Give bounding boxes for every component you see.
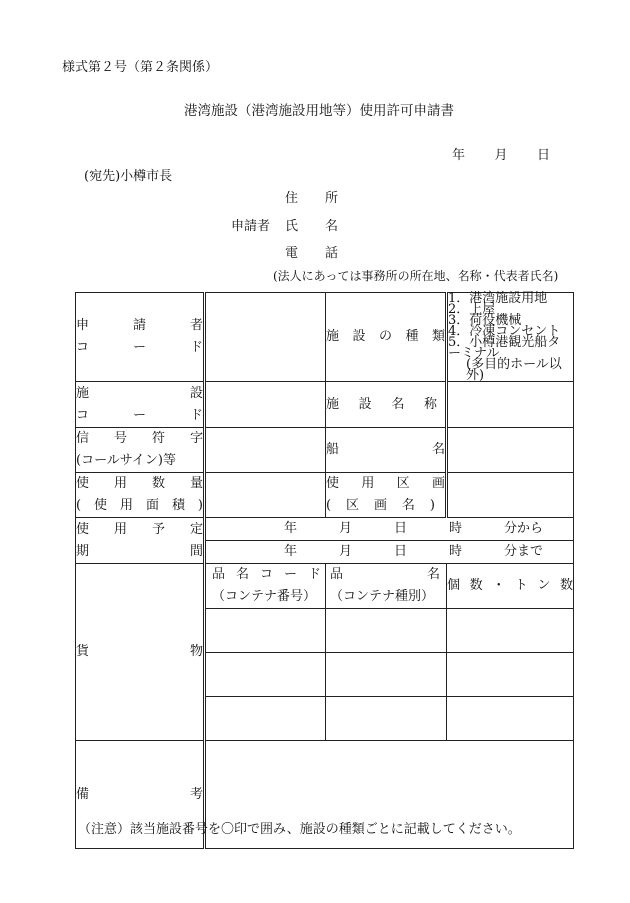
label-char: 日 [393,521,407,536]
address-label [285,191,338,207]
year-unit: 年 [452,148,466,163]
usage-zone-input[interactable] [447,473,574,518]
label-char: 申 [76,318,90,333]
label-char: 数 [151,476,165,491]
form-number: 様式第２号（第２条関係） [62,60,219,75]
label-char: 区 [396,476,410,491]
usage-area-label [76,473,205,518]
label-char: 数 [559,578,573,593]
addressee: (宛先)小樽市長 [84,169,173,184]
quantity-input[interactable] [447,697,574,741]
label-char: 名 [401,498,415,513]
label-char: 物 [189,644,203,659]
label-char: 月 [338,521,352,536]
label-char: 積 [171,498,185,513]
phone-char: 電 [285,246,299,261]
item-code-input[interactable] [205,697,326,741]
label-char: 年 [284,544,298,559]
label-char: 用 [361,476,375,491]
label-char: 時 [448,544,462,559]
label-char: 施 [76,385,90,401]
facility-code-row [76,382,574,428]
item-code-header [205,564,326,609]
label-char: 面 [145,498,159,513]
label-char: 名 [431,442,445,457]
label-char: 使 [76,521,90,537]
label-char: 名 [235,567,249,582]
footer-note: （注意）該当施設番号を〇印で囲み、施設の種類ごとに記載してください。 [78,822,521,837]
applicant-code-input[interactable] [205,293,326,382]
address-char: 所 [324,191,338,206]
facility-name-input[interactable] [447,382,574,428]
applicant-code-label [76,293,205,382]
label-char: 名 [391,396,405,412]
label-char: ン [537,578,551,593]
label-char: 定 [189,521,203,537]
label-char: 分から [503,521,543,536]
label-char: （コンテナ種別） [330,589,435,604]
usage-area-row [76,473,574,518]
document-title: 港湾施設（港湾施設用地等）使用許可申請書 [184,103,454,119]
label-char: 月 [338,544,352,559]
label-char: 設 [189,385,203,401]
applicant-label: 申請者 [231,219,271,234]
usage-area-input[interactable] [205,473,326,518]
label-char: ー [283,567,297,582]
label-char: （コンテナ番号） [212,589,317,604]
label-char: 使 [94,498,108,513]
label-char: 分まで [503,544,543,559]
label-char: 信 [76,431,90,446]
label-char: 設 [352,329,366,344]
phone-char: 話 [324,246,338,261]
item-name-input[interactable] [326,697,447,741]
cargo-label [76,564,205,741]
label-char: 使 [76,476,90,491]
label-char: コ [259,567,273,582]
label-char: 備 [76,786,90,802]
label-char: 符 [151,431,165,446]
label-char: 期 [76,543,90,559]
corporate-note: (法人にあっては事務所の所在地、名称・代表者氏名) [273,269,559,283]
label-char: (コールサイン)等 [76,453,176,468]
label-char: 数 [469,578,483,593]
schedule-to-input[interactable] [205,541,574,564]
address-char: 住 [285,191,299,206]
date-line [452,148,550,164]
label-char: ー [132,340,146,355]
cargo-header-row [76,564,574,609]
label-char: ( [76,498,82,513]
schedule-from-row [76,518,574,541]
facility-option: (多目的ホール以外) [466,357,562,383]
label-char: ) [197,498,203,513]
label-char: 量 [189,476,203,491]
day-unit: 日 [536,148,550,163]
name-char: 名 [324,219,338,234]
phone-label [285,246,338,262]
item-name-header [326,564,447,609]
label-char: 予 [151,521,165,537]
item-code-input[interactable] [205,609,326,653]
label-char: ト [514,578,528,593]
label-char: 用 [113,476,127,491]
name-label [285,219,338,235]
label-char: 施 [326,329,340,344]
label-char: 名 [426,567,440,582]
quantity-header [447,564,574,609]
call-sign-row [76,428,574,473]
facility-code-input[interactable] [205,382,326,428]
label-char: 貨 [76,644,90,659]
label-char: 品 [330,567,344,582]
facility-name-label [326,382,447,428]
applicant-code-row [76,293,574,382]
item-name-input[interactable] [326,609,447,653]
label-char: 設 [358,396,372,412]
label-char: 施 [326,396,340,412]
label-char: 考 [189,786,203,802]
label-char: ド [189,340,203,355]
quantity-input[interactable] [447,653,574,697]
ship-name-input[interactable] [447,428,574,473]
label-char: 号 [113,431,127,446]
label-char: ) [429,498,435,513]
month-unit: 月 [494,148,508,163]
label-char: 者 [189,318,203,333]
label-char: コ [76,407,90,423]
label-char: 日 [393,544,407,559]
item-code-input[interactable] [205,653,326,697]
application-table [75,292,574,849]
label-char: 種 [405,329,419,344]
facility-type-label [326,293,447,382]
label-char: 時 [448,521,462,536]
schedule-from-input[interactable] [205,518,574,541]
label-char: 称 [423,396,437,412]
label-char: 船 [326,442,340,457]
facility-option: 5．小樽港観光船ターミナル [448,335,561,361]
facility-option: 4．冷凍コンセント [448,324,561,339]
item-name-input[interactable] [326,653,447,697]
label-char: 字 [189,431,203,446]
call-sign-label [76,428,205,473]
label-char: 類 [431,329,445,344]
ship-name-label [326,428,447,473]
label-char: の [378,329,392,344]
label-char: ( [326,498,332,513]
schedule-label [76,518,205,564]
label-char: 使 [326,476,340,491]
facility-type-options[interactable] [447,293,574,382]
name-char: 氏 [285,219,299,234]
label-char: 間 [189,543,203,559]
label-char: ー [132,407,146,423]
label-char: ド [307,567,321,582]
label-char: 区 [346,498,360,513]
label-char: 請 [132,318,146,333]
label-char: ・ [492,578,506,593]
label-char: 年 [284,521,298,536]
label-char: ド [189,407,203,423]
label-char: 画 [431,476,445,491]
label-char: 品 [212,567,226,582]
facility-code-label [76,382,205,428]
usage-zone-label [326,473,447,518]
label-char: 画 [373,498,387,513]
call-sign-input[interactable] [205,428,326,473]
label-char: 用 [113,521,127,537]
facility-option: 1．港湾施設用地 2．上屋 [448,291,561,317]
label-char: 用 [120,498,134,513]
label-char: 個 [447,578,461,593]
label-char: コ [76,340,90,355]
facility-option: 3．荷役機械 [448,313,522,328]
quantity-input[interactable] [447,609,574,653]
